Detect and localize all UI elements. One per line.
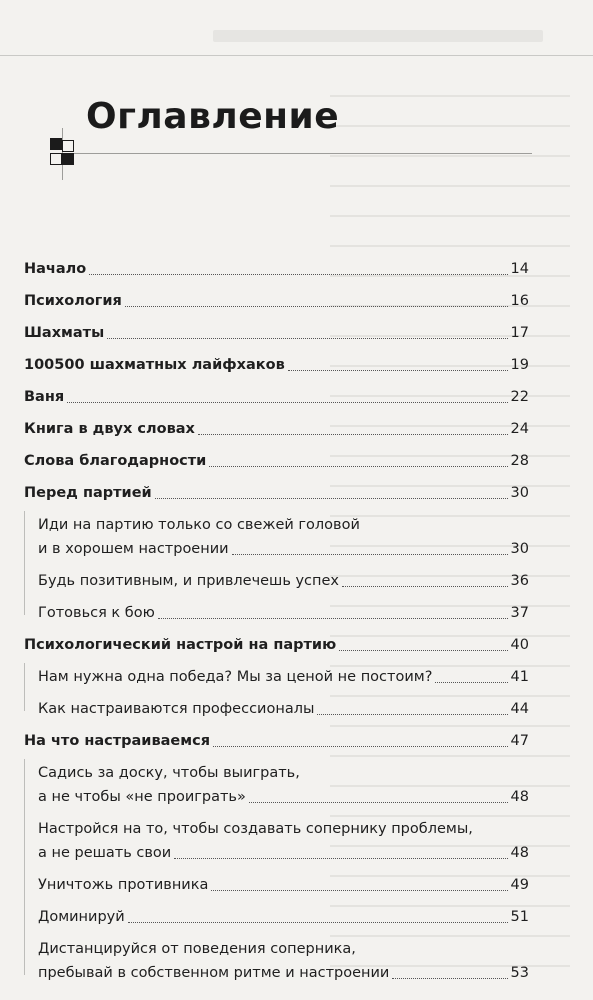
toc-subentry[interactable] xyxy=(24,655,529,687)
dot-leader xyxy=(89,274,507,275)
toc-page-number: 51 xyxy=(510,909,529,925)
toc-subentry[interactable] xyxy=(24,839,529,863)
toc-entry[interactable] xyxy=(24,471,529,503)
toc-subentry[interactable] xyxy=(24,687,529,719)
toc-entry-title: На что настраиваемся xyxy=(24,733,211,749)
toc-subentry[interactable] xyxy=(24,559,529,591)
toc-subsection-group xyxy=(24,655,529,719)
toc-subentry[interactable] xyxy=(24,895,529,927)
toc-page-number: 19 xyxy=(510,357,529,373)
toc-page-number: 53 xyxy=(510,965,529,981)
toc-entry-title: Психология xyxy=(24,293,122,309)
header-rule xyxy=(0,55,593,56)
toc-subentry-title: Настройся на то, чтобы создавать сопернику проблемы, xyxy=(38,821,473,837)
chess-square-icon xyxy=(62,153,74,165)
toc-subentry-line[interactable] xyxy=(24,807,529,839)
toc-page-number: 30 xyxy=(510,485,529,501)
toc-subsection-group xyxy=(24,503,529,623)
toc-subentry-title: пребывай в собственном ритме и настроении xyxy=(38,965,390,981)
dot-leader xyxy=(107,338,507,339)
toc-page-number: 17 xyxy=(510,325,529,341)
toc-subentry-title: Дистанцируйся от поведения соперника, xyxy=(38,941,356,957)
toc-page-number: 16 xyxy=(510,293,529,309)
chess-square-icon xyxy=(50,153,62,165)
toc-page-number: 41 xyxy=(510,669,529,685)
toc-subentry-title: Как настраиваются профессионалы xyxy=(38,701,315,717)
dot-leader xyxy=(249,802,508,803)
toc-page-number: 37 xyxy=(510,605,529,621)
toc-entry-title: 100500 шахматных лайфхаков xyxy=(24,357,285,373)
dot-leader xyxy=(209,466,507,467)
toc-subentry-title: и в хорошем настроении xyxy=(38,541,229,557)
toc-entry-title: Перед партией xyxy=(24,485,152,501)
toc-subentry[interactable] xyxy=(24,535,529,559)
toc-entry-title: Слова благодарности xyxy=(24,453,207,469)
dot-leader xyxy=(342,586,508,587)
toc-page-number: 22 xyxy=(510,389,529,405)
chess-square-icon xyxy=(50,138,62,150)
dot-leader xyxy=(67,402,507,403)
toc-subsection-group xyxy=(24,751,529,983)
dot-leader xyxy=(125,306,508,307)
toc-subentry[interactable] xyxy=(24,591,529,623)
toc-page-number: 14 xyxy=(510,261,529,277)
toc-entry-title: Начало xyxy=(24,261,87,277)
toc-subentry-line[interactable] xyxy=(24,927,529,959)
dot-leader xyxy=(213,746,508,747)
dot-leader xyxy=(155,498,508,499)
dot-leader xyxy=(128,922,508,923)
toc-entry[interactable] xyxy=(24,343,529,375)
chess-square-icon xyxy=(62,140,74,152)
toc-page-number: 28 xyxy=(510,453,529,469)
toc-subentry-title: Уничтожь противника xyxy=(38,877,209,893)
dot-leader xyxy=(317,714,507,715)
toc-subentry-title: Доминируй xyxy=(38,909,125,925)
dot-leader xyxy=(198,434,508,435)
toc-entry-title: Психологический настрой на партию xyxy=(24,637,337,653)
toc-entry[interactable] xyxy=(24,375,529,407)
toc-entry[interactable] xyxy=(24,279,529,311)
toc-page-number: 47 xyxy=(510,733,529,749)
toc-page-number: 40 xyxy=(510,637,529,653)
toc-entry[interactable] xyxy=(24,311,529,343)
toc-page-number: 44 xyxy=(510,701,529,717)
toc-entry[interactable] xyxy=(24,439,529,471)
show-through-header xyxy=(213,30,543,42)
toc-entry[interactable] xyxy=(24,247,529,279)
toc-page-number: 30 xyxy=(510,541,529,557)
toc-subentry-title: Иди на партию только со свежей головой xyxy=(38,517,360,533)
toc-page-number: 49 xyxy=(510,877,529,893)
toc-entry-title: Книга в двух словах xyxy=(24,421,195,437)
title-rule xyxy=(62,153,532,154)
dot-leader xyxy=(174,858,507,859)
toc-subentry-title: Готовься к бою xyxy=(38,605,155,621)
dot-leader xyxy=(392,978,507,979)
dot-leader xyxy=(158,618,508,619)
toc-subentry[interactable] xyxy=(24,863,529,895)
toc-page-number: 24 xyxy=(510,421,529,437)
toc-entry-title: Шахматы xyxy=(24,325,105,341)
toc-entry[interactable] xyxy=(24,719,529,751)
toc-page-number: 36 xyxy=(510,573,529,589)
toc-entry[interactable] xyxy=(24,407,529,439)
toc-subentry[interactable] xyxy=(24,959,529,983)
dot-leader xyxy=(339,650,507,651)
toc-subentry-title: Садись за доску, чтобы выиграть, xyxy=(38,765,300,781)
toc-page-number: 48 xyxy=(510,845,529,861)
dot-leader xyxy=(232,554,508,555)
toc-subentry-title: Нам нужна одна победа? Мы за ценой не постоим? xyxy=(38,669,433,685)
toc-entry[interactable] xyxy=(24,623,529,655)
toc-page-number: 48 xyxy=(510,789,529,805)
toc-subentry[interactable] xyxy=(24,783,529,807)
toc-entry-title: Ваня xyxy=(24,389,65,405)
dot-leader xyxy=(435,682,507,683)
toc-subentry-title: а не решать свои xyxy=(38,845,172,861)
table-of-contents xyxy=(24,247,529,983)
page-title: Оглавление xyxy=(86,96,340,137)
toc-subentry-line[interactable] xyxy=(24,751,529,783)
dot-leader xyxy=(288,370,508,371)
toc-subentry-title: Будь позитивным, и привлечешь успех xyxy=(38,573,340,589)
dot-leader xyxy=(211,890,507,891)
toc-subentry-line[interactable] xyxy=(24,503,529,535)
toc-subentry-title: а не чтобы «не проиграть» xyxy=(38,789,246,805)
